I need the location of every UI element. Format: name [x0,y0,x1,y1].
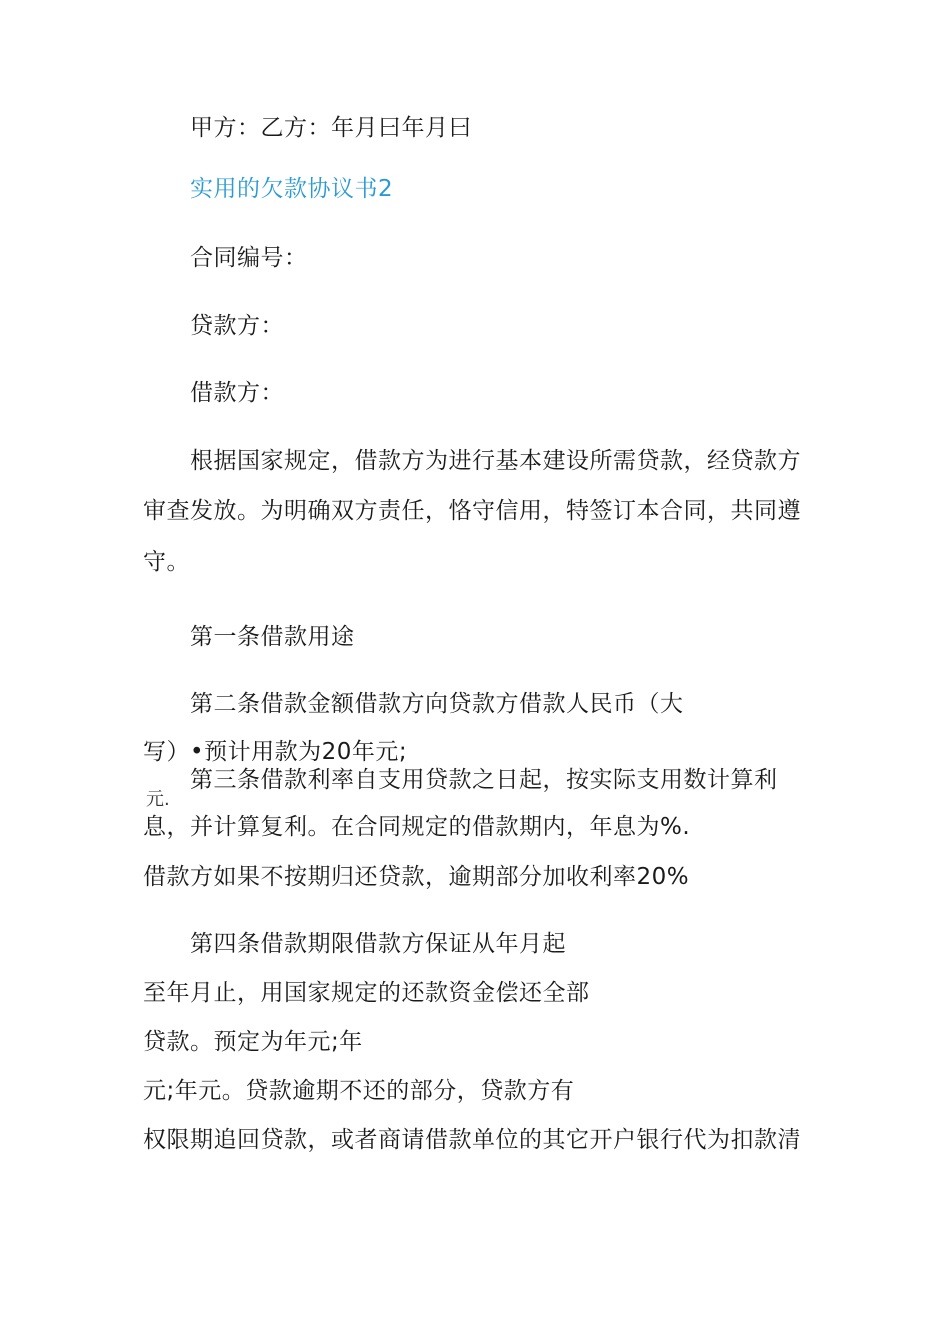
article-2-line1: 第二条借款金额借款方向贷款方借款人民币（大 [190,691,684,717]
overlapping-text-fragment: 元. [146,789,170,810]
signature-line: 甲方：乙方：年月曰年月曰 [190,115,472,141]
lender-label: 贷款方： [190,313,284,339]
article-3-line3: 借款方如果不按期归还贷款，逾期部分加收利率20% [143,864,690,890]
article-4-line5: 权限期追回贷款，或者商请借款单位的其它开户银行代为扣款清 [143,1127,801,1153]
article-2-line2: 写）•预计用款为20年元; [143,739,408,765]
article-4-line1: 第四条借款期限借款方保证从年月起 [190,931,566,957]
paragraph-intro-line3: 守。 [143,549,190,575]
paragraph-intro-line2: 审查发放。为明确双方责任，恪守信用，特签订本合同，共同遵 [143,498,801,524]
contract-number-label: 合同编号： [190,245,308,271]
section-title: 实用的欠款协议书2 [190,176,394,202]
article-3-line2: 息，并计算复利。在合同规定的借款期内，年息为%. [143,814,691,840]
article-4-line2: 至年月止，用国家规定的还款资金偿还全部 [143,980,590,1006]
borrower-label: 借款方： [190,380,284,406]
article-4-line4: 元;年元。贷款逾期不还的部分，贷款方有 [143,1078,575,1104]
article-1: 第一条借款用途 [190,624,355,650]
article-4-line3: 贷款。预定为年元;年 [143,1029,363,1055]
paragraph-intro-line1: 根据国家规定，借款方为进行基本建设所需贷款，经贷款方 [190,448,801,474]
article-3-line1: 第三条借款利率自支用贷款之日起，按实际支用数计算利 [190,767,778,793]
